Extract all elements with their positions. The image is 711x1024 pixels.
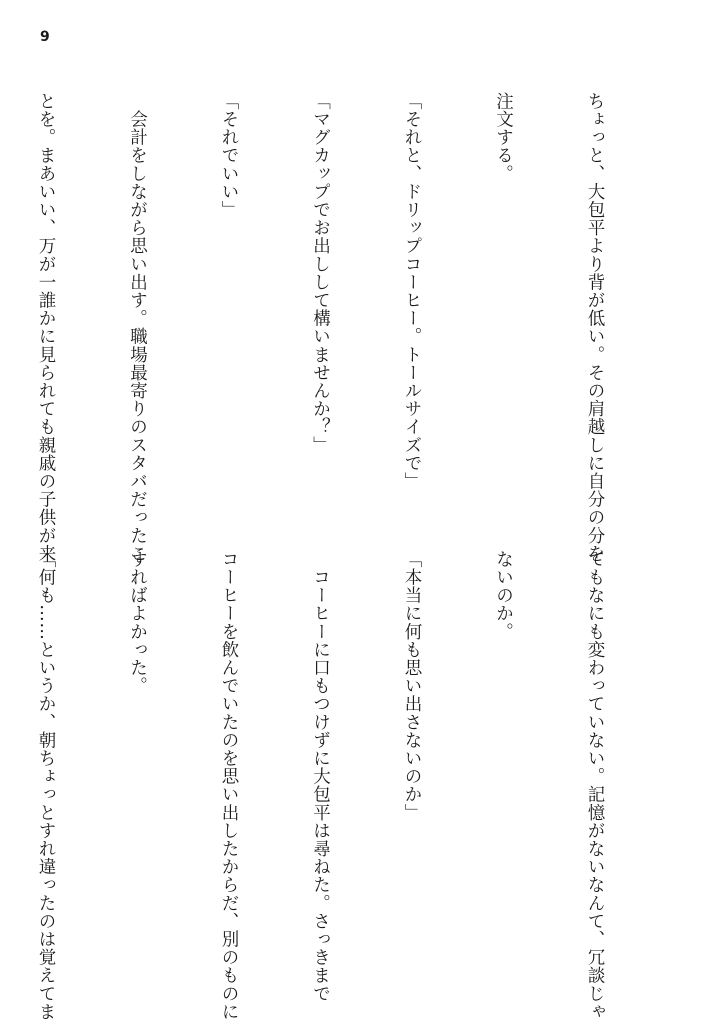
text-line: 注文する。 [493,92,514,183]
text-line: 「何も……というか、朝ちょっとすれ違ったのは覚えてま [36,550,56,1021]
text-line: 「それと、ドリップコーヒー。トールサイズで」 [402,92,422,491]
text-block-bottom [36,550,671,1021]
text-line: ちょっと、大包平より背が低い。その肩越しに自分の分を [585,92,605,563]
text-line: とを。まあいい、万が一誰かに見られても親戚の子供が来 [36,92,56,563]
text-line: すればよかった。 [127,550,148,695]
text-line: コーヒーを飲んでいたのを思い出したからだ、別のものに [219,550,239,1021]
text-line: ないのか。 [493,550,514,641]
text-line: てもなにも変わっていない。記憶がないなんて、冗談じゃ [585,550,605,1021]
text-block-top [36,92,671,563]
text-line: コーヒーに口もつけずに大包平は尋ねた。さっきまで [310,550,331,1003]
text-line: 「マグカップでお出しして構いませんか？」 [310,92,331,454]
text-line: 会計をしながら思い出す。職場最寄りのスタバだったこ [127,92,148,563]
text-line: 「それでいい」 [219,92,239,219]
page-number: 9 [40,29,50,45]
text-line: 「本当に何も思い出さないのか」 [402,550,422,822]
